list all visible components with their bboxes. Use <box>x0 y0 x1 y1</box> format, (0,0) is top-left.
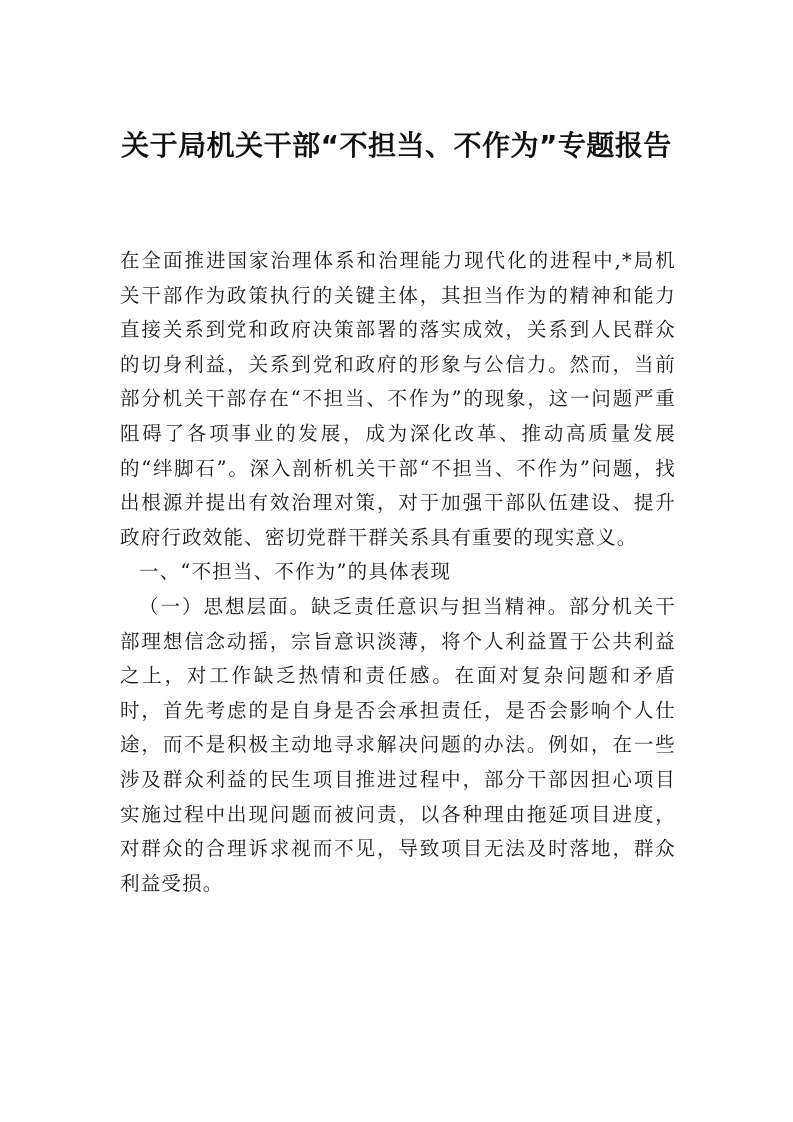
subsection-paragraph: （一）思想层面。缺乏责任意识与担当精神。部分机关干部理想信念动摇，宗旨意识淡薄，将个人利益置于公共利益之上，对工作缺乏热情和责任感。在面对复杂问题和矛盾时，首先考虑的是自身是否会承担责任，是否会影响个人仕途，而不是积极主动地寻求解决问题的办法。例如，在一些涉及群众利益的民生项目推进过程中，部分干部因担心项目实施过程中出现问题而被问责，以各种理由拖延项目进度，对群众的合理诉求视而不见，导致项目无法及时落地，群众利益受损。 <box>120 594 676 895</box>
section-heading: 一、“不担当、不作为”的具体表现 <box>139 560 452 584</box>
document-title: 关于局机关干部“不担当、不作为”专题报告 <box>121 129 672 162</box>
document-body <box>120 244 676 901</box>
intro-paragraph: 在全面推进国家治理体系和治理能力现代化的进程中,*局机关干部作为政策执行的关键主体，其担当作为的精神和能力直接关系到党和政府决策部署的落实成效，关系到人民群众的切身利益，关系到党和政府的形象与公信力。然而，当前部分机关干部存在“不担当、不作为”的现象，这一问题严重阻碍了各项事业的发展，成为深化改革、推动高质量发展的“绊脚石”。深入剖析机关干部“不担当、不作为”问题，找出根源并提出有效治理对策，对于加强干部队伍建设、提升政府行政效能、密切党群干群关系具有重要的现实意义。 <box>120 249 676 549</box>
